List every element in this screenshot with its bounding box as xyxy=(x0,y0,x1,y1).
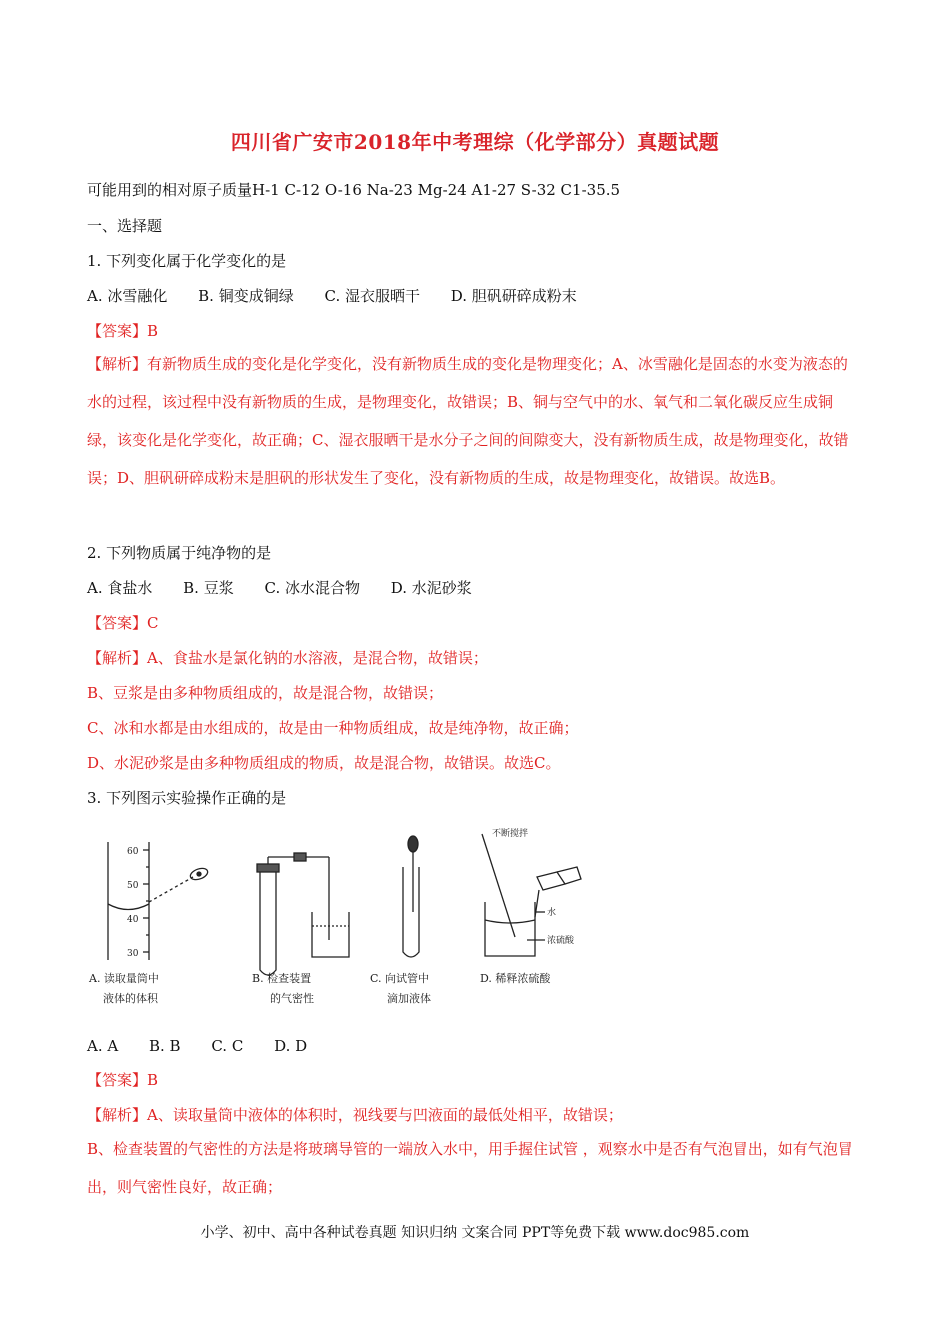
q2-options xyxy=(87,578,498,598)
figure-b-caption: B. 检查装置 xyxy=(252,972,312,985)
figure-b-apparatus xyxy=(257,853,349,975)
q3-option-d: D. D xyxy=(274,1037,308,1055)
lab-operations-figure xyxy=(87,822,607,1022)
q1-options xyxy=(87,286,603,306)
q2-analysis-line: 【解析】A、食盐水是氯化钠的水溶液，是混合物，故错误； xyxy=(87,649,488,667)
figure-d-water-label: 水 xyxy=(547,908,557,918)
q2-analysis-line: C、冰和水都是由水组成的，故是由一种物质组成，故是纯净物，故正确； xyxy=(87,719,579,737)
page-title: 四川省广安市2018年中考理综（化学部分）真题试题 xyxy=(230,130,720,154)
figure-a-cylinder xyxy=(108,842,209,960)
figure-b-caption: 的气密性 xyxy=(270,992,314,1005)
q3-analysis-line: 【解析】A、读取量筒中液体的体积时，视线要与凹液面的最低处相平，故错误； xyxy=(87,1106,623,1124)
q2-option-b: B. 豆浆 xyxy=(183,579,234,597)
q3-option-b: B. B xyxy=(148,1037,181,1055)
atomic-masses: 可能用到的相对原子质量H-1 C-12 O-16 Na-23 Mg-24 A1-27 S-32 C1-35.5 xyxy=(87,181,621,199)
page-footer: 小学、初中、高中各种试卷真题 知识归纳 文案合同 PPT等免费下载 www.doc985.com xyxy=(200,1225,750,1241)
q2-option-d: D. 水泥砂浆 xyxy=(390,579,472,597)
figure-a-caption: 液体的体积 xyxy=(103,992,158,1005)
q1-stem: 1. 下列变化属于化学变化的是 xyxy=(87,252,287,270)
figure-a-caption: A. 读取量筒中 xyxy=(89,972,159,985)
tick-label: 60 xyxy=(127,847,139,857)
q2-analysis-line: D、水泥砂浆是由多种物质组成的物质，故是混合物，故错误。故选C。 xyxy=(87,754,561,772)
q1-option-b: B. 铜变成铜绿 xyxy=(198,287,294,305)
q3-option-c: C. C xyxy=(211,1037,244,1055)
q2-option-a: A. 食盐水 xyxy=(87,579,153,597)
figure-c-caption: 滴加液体 xyxy=(387,992,431,1005)
figure-c-caption: C. 向试管中 xyxy=(370,972,430,985)
tick-label: 50 xyxy=(127,881,139,891)
q2-analysis-line: B、豆浆是由多种物质组成的，故是混合物，故错误； xyxy=(87,684,444,702)
q2-stem: 2. 下列物质属于纯净物的是 xyxy=(87,544,272,562)
q1-option-c: C. 湿衣服晒干 xyxy=(324,287,420,305)
figure-d-caption: D. 稀释浓硫酸 xyxy=(480,972,551,985)
q1-answer: 【答案】B xyxy=(87,322,159,340)
q3-options xyxy=(87,1036,333,1056)
tick-label: 40 xyxy=(127,915,139,925)
q1-option-a: A. 冰雪融化 xyxy=(87,287,168,305)
tick-label: 30 xyxy=(127,949,139,959)
q3-answer: 【答案】B xyxy=(87,1071,159,1089)
figure-d-acid-label: 浓硫酸 xyxy=(547,936,575,946)
q1-option-d: D. 胆矾研碎成粉末 xyxy=(450,287,577,305)
section-heading: 一、选择题 xyxy=(87,217,163,235)
q1-analysis: 【解析】有新物质生成的变化是化学变化，没有新物质生成的变化是物理变化；A、冰雪融化是固态的水变为液态的水的过程，该过程中没有新物质的生成，是物理变化，故错误；B、铜与空气中的水、氧气和二氧化碳反应生成铜绿，该变化是化学变化，故正确；C、湿衣服晒干是水分子之间的间隙变大，没有新物质生成，故是物理变化，故错误；D、胆矾研碎成粉末是胆矾的形状发生了变化，没有新物质的生成，故是物理变化，故错误。故选B。 xyxy=(87,355,849,487)
figure-d-apparatus xyxy=(482,827,581,956)
q3-option-a: A. A xyxy=(87,1037,119,1055)
q2-option-c: C. 冰水混合物 xyxy=(264,579,360,597)
q3-stem: 3. 下列图示实验操作正确的是 xyxy=(87,789,287,807)
figure-d-stir-label: 不断搅拌 xyxy=(492,829,529,839)
figure-c-apparatus xyxy=(403,836,419,957)
q3-analysis-line: B、检查装置的气密性的方法是将玻璃导管的一端放入水中，用手握住试管 ，观察水中是否有气泡冒出，如有气泡冒出，则气密性良好，故正确； xyxy=(87,1140,853,1196)
q2-answer: 【答案】C xyxy=(87,614,159,632)
